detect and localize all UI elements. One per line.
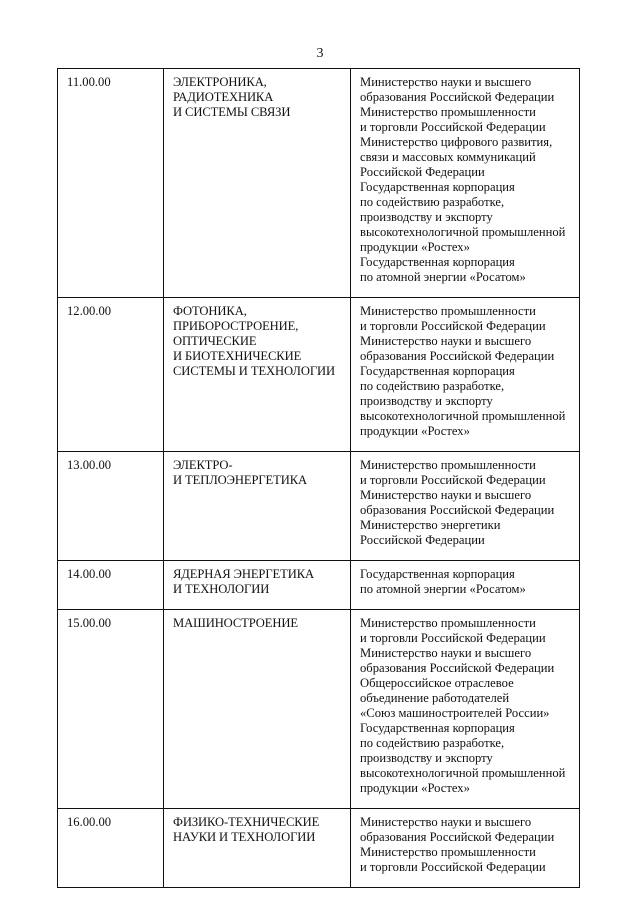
organization-line: Министерство промышленности <box>360 105 536 119</box>
organization-line: и торговли Российской Федерации <box>360 631 546 645</box>
specialty-title-line: И БИОТЕХНИЧЕСКИЕ <box>173 349 302 363</box>
specialty-title-line: ЭЛЕКТРОНИКА, <box>173 75 267 89</box>
organization-line: Министерство науки и высшего <box>360 815 532 829</box>
specialty-table <box>57 68 580 888</box>
responsible-organizations <box>351 69 580 298</box>
organization-line: высокотехнологичной промышленной <box>360 225 566 239</box>
responsible-organizations <box>351 298 580 452</box>
specialty-title-line: И ТЕХНОЛОГИИ <box>173 582 270 596</box>
table-row <box>58 561 580 610</box>
organization-line: и торговли Российской Федерации <box>360 473 546 487</box>
organization-line: высокотехнологичной промышленной <box>360 766 566 780</box>
specialty-title-line: И СИСТЕМЫ СВЯЗИ <box>173 105 291 119</box>
organization-line: по атомной энергии «Росатом» <box>360 270 526 284</box>
organization-line: Государственная корпорация <box>360 567 515 581</box>
organization-line: по содействию разработке, <box>360 736 505 750</box>
specialty-code: 11.00.00 <box>58 69 164 298</box>
organization-line: Российской Федерации <box>360 533 485 547</box>
organization-line: высокотехнологичной промышленной <box>360 409 566 423</box>
specialty-title <box>164 298 351 452</box>
specialty-code: 16.00.00 <box>58 809 164 888</box>
organization-line: Государственная корпорация <box>360 364 515 378</box>
specialty-title <box>164 452 351 561</box>
specialty-title-line: МАШИНОСТРОЕНИЕ <box>173 616 298 630</box>
organization-line: Общероссийское отраслевое <box>360 676 514 690</box>
organization-line: Государственная корпорация <box>360 255 515 269</box>
organization-line: Министерство науки и высшего <box>360 75 532 89</box>
organization-line: связи и массовых коммуникаций <box>360 150 536 164</box>
organization-line: Министерство энергетики <box>360 518 501 532</box>
organization-line: по содействию разработке, <box>360 195 505 209</box>
specialty-title-line: НАУКИ И ТЕХНОЛОГИИ <box>173 830 316 844</box>
table-row <box>58 69 580 298</box>
specialty-title-line: ФОТОНИКА, <box>173 304 247 318</box>
organization-line: Министерство науки и высшего <box>360 646 532 660</box>
organization-line: продукции «Ростех» <box>360 781 470 795</box>
organization-line: производству и экспорту <box>360 210 493 224</box>
organization-line: Министерство науки и высшего <box>360 488 532 502</box>
responsible-organizations <box>351 452 580 561</box>
organization-line: Министерство промышленности <box>360 458 536 472</box>
organization-line: образования Российской Федерации <box>360 349 555 363</box>
specialty-title-line: РАДИОТЕХНИКА <box>173 90 274 104</box>
specialty-title <box>164 610 351 809</box>
organization-line: образования Российской Федерации <box>360 830 555 844</box>
specialty-title <box>164 69 351 298</box>
table-row <box>58 452 580 561</box>
specialty-title-line: И ТЕПЛОЭНЕРГЕТИКА <box>173 473 308 487</box>
organization-line: образования Российской Федерации <box>360 661 555 675</box>
organization-line: Министерство промышленности <box>360 304 536 318</box>
page-number: 3 <box>316 46 324 61</box>
organization-line: объединение работодателей <box>360 691 510 705</box>
organization-line: образования Российской Федерации <box>360 503 555 517</box>
organization-line: образования Российской Федерации <box>360 90 555 104</box>
responsible-organizations <box>351 809 580 888</box>
organization-line: продукции «Ростех» <box>360 424 470 438</box>
organization-line: «Союз машиностроителей России» <box>360 706 550 720</box>
specialty-code: 13.00.00 <box>58 452 164 561</box>
organization-line: Российской Федерации <box>360 165 485 179</box>
specialty-title-line: ПРИБОРОСТРОЕНИЕ, <box>173 319 299 333</box>
specialty-title <box>164 809 351 888</box>
responsible-organizations <box>351 561 580 610</box>
organization-line: продукции «Ростех» <box>360 240 470 254</box>
specialty-title-line: СИСТЕМЫ И ТЕХНОЛОГИИ <box>173 364 336 378</box>
organization-line: и торговли Российской Федерации <box>360 120 546 134</box>
specialty-title-line: ФИЗИКО-ТЕХНИЧЕСКИЕ <box>173 815 320 829</box>
organization-line: по атомной энергии «Росатом» <box>360 582 526 596</box>
specialty-title <box>164 561 351 610</box>
organization-line: и торговли Российской Федерации <box>360 319 546 333</box>
table-row <box>58 610 580 809</box>
specialty-code: 15.00.00 <box>58 610 164 809</box>
organization-line: Государственная корпорация <box>360 721 515 735</box>
specialty-title-line: ОПТИЧЕСКИЕ <box>173 334 257 348</box>
organization-line: Государственная корпорация <box>360 180 515 194</box>
organization-line: Министерство науки и высшего <box>360 334 532 348</box>
specialty-code: 14.00.00 <box>58 561 164 610</box>
organization-line: Министерство цифрового развития, <box>360 135 553 149</box>
specialty-title-line: ЯДЕРНАЯ ЭНЕРГЕТИКА <box>173 567 314 581</box>
table-body <box>58 69 580 888</box>
organization-line: Министерство промышленности <box>360 616 536 630</box>
organization-line: производству и экспорту <box>360 394 493 408</box>
organization-line: производству и экспорту <box>360 751 493 765</box>
organization-line: Министерство промышленности <box>360 845 536 859</box>
specialty-code: 12.00.00 <box>58 298 164 452</box>
table-row <box>58 809 580 888</box>
specialty-title-line: ЭЛЕКТРО- <box>173 458 233 472</box>
table-row <box>58 298 580 452</box>
responsible-organizations <box>351 610 580 809</box>
organization-line: и торговли Российской Федерации <box>360 860 546 874</box>
organization-line: по содействию разработке, <box>360 379 505 393</box>
